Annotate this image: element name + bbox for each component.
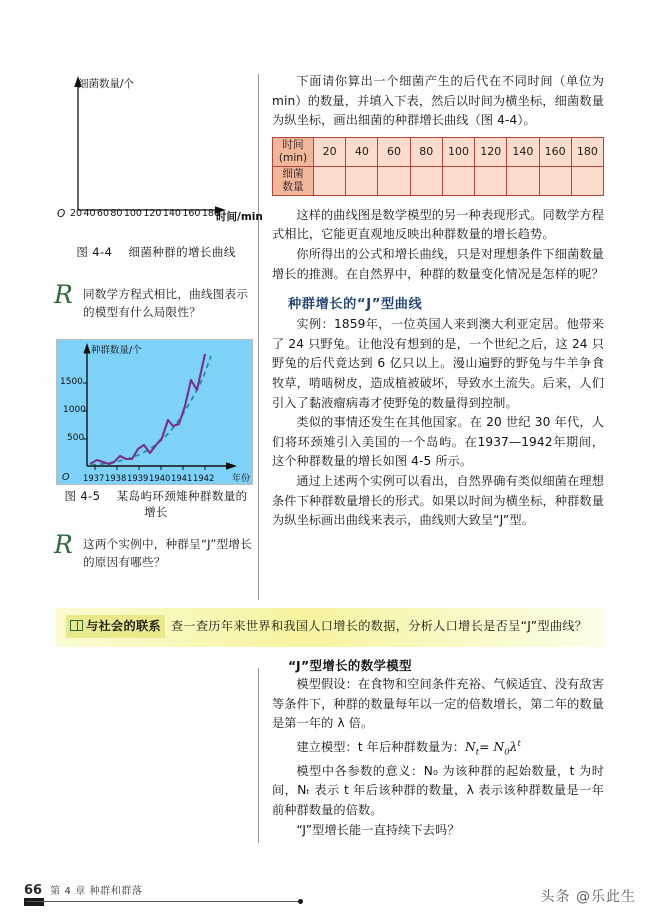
question-marker-icon: R	[54, 280, 74, 309]
footer-chapter-label: 第 4 章 种群和群落	[50, 886, 143, 897]
paragraph-2: 这样的曲线图是数学模型的另一种表现形式。同数学方程式相比，它能更直观地反映出种群数量的增长趋势。	[272, 207, 604, 242]
x-tick: 140	[162, 208, 181, 219]
question-block-2	[54, 530, 256, 571]
figure-4-4-caption-text: 细菌种群的增长曲线	[128, 245, 236, 259]
table-cell-time: 80	[410, 137, 442, 166]
x-tick: 40	[83, 208, 96, 219]
figure-4-4-caption-number: 图 4-4	[76, 245, 113, 259]
table-cell-count[interactable]	[378, 166, 410, 195]
footer-rule	[26, 901, 301, 902]
model-build	[272, 734, 604, 762]
figure-4-5-caption-line2: 增长	[144, 505, 168, 519]
table-cell-time: 180	[571, 137, 603, 166]
figure-4-5-y-tick: 1000	[63, 405, 86, 415]
watermark: 头条 @乐此生	[540, 889, 636, 905]
figure-4-4-x-label: 时间/min	[216, 211, 263, 223]
question-1-text: 同数学方程式相比，曲线图表示的模型有什么局限性？	[83, 287, 249, 319]
society-connection-box	[56, 608, 604, 647]
section-heading-j-curve: 种群增长的“J”型曲线	[288, 297, 423, 313]
figure-4-4-origin: O	[57, 208, 66, 220]
row-header-line-1: 细菌	[282, 167, 304, 180]
figure-4-5-caption-text: 某岛屿环颈雉种群数量的	[116, 489, 248, 503]
question-block-1	[54, 280, 256, 321]
figure-4-5-caption-number: 图 4-5	[64, 489, 101, 503]
table-cell-count[interactable]	[475, 166, 507, 195]
table-row-count	[273, 166, 604, 195]
footer-dot	[298, 899, 303, 904]
figure-4-5-wrap	[56, 339, 256, 520]
intro-paragraph: 下面请你算出一个细菌产生的后代在不同时间（单位为 min）的数量，并填入下表，然后以时间为横坐标，细菌数量为纵坐标，画出细菌的种群增长曲线（图 4-4）。	[272, 74, 604, 128]
figure-4-4-caption	[56, 244, 256, 260]
model-assumption: 模型假设：在食物和空间条件充裕、气候适宜、没有敌害等条件下，种群的数量每年以一定的倍数增长，第二年的数量是第一年的 λ 倍。	[272, 677, 604, 731]
figure-4-4-x-ticks	[70, 208, 220, 219]
footer-square	[24, 898, 44, 906]
x-tick: 100	[123, 208, 142, 219]
page-footer	[24, 882, 143, 898]
table-cell-count[interactable]	[442, 166, 474, 195]
figure-4-4	[56, 72, 263, 240]
figure-4-5-y-tick: 1500	[60, 377, 83, 387]
question-2-text: 这两个实例中，种群呈“J”型增长的原因有哪些？	[83, 537, 252, 569]
math-model-block	[272, 656, 604, 840]
question-marker-icon: R	[54, 530, 74, 559]
row-header-line-2: 数量	[282, 180, 304, 193]
column-divider	[258, 74, 259, 600]
figure-4-5-caption	[56, 488, 256, 504]
row-header-line-2: (min)	[278, 151, 308, 164]
formula-lambda: λ	[509, 739, 518, 754]
formula-sub-t: t	[475, 746, 480, 757]
formula-n0: N	[493, 739, 505, 754]
table-cell-time: 160	[539, 137, 571, 166]
figure-4-5-x-tick: 1940	[149, 473, 171, 483]
footer-page-number: 66	[24, 883, 43, 898]
formula-sub-0: 0	[504, 746, 510, 757]
society-text: 查一查历年来世界和我国人口增长的数据，分析人口增长是否呈“J”型曲线？	[170, 619, 588, 633]
paragraph-6: 通过上述两个实例可以看出，自然界确有类似细菌在理想条件下种群数量增长的形式。如果以时间为横坐标，种群数量为纵坐标画出曲线来表示，曲线则大致呈“J”型。	[272, 473, 604, 528]
figure-4-5-x-tick: 1939	[127, 473, 149, 483]
x-tick: 180	[201, 208, 220, 219]
x-tick: 120	[143, 208, 162, 219]
figure-4-5-x-tick: 1942	[193, 473, 215, 483]
column-divider-lower	[258, 668, 259, 843]
formula-equals: =	[479, 739, 490, 754]
model-question: “J”型增长能一直持续下去吗？	[296, 822, 460, 837]
bacteria-data-table	[272, 137, 604, 196]
x-tick: 60	[96, 208, 109, 219]
table-cell-time: 40	[346, 137, 378, 166]
formula-sup-t: t	[517, 737, 521, 748]
society-tag-label: 与社会的联系	[86, 619, 161, 633]
table-cell-count[interactable]	[410, 166, 442, 195]
table-cell-time: 20	[314, 137, 346, 166]
model-formula	[464, 737, 521, 757]
society-tag	[66, 615, 165, 638]
right-column	[272, 72, 604, 531]
figure-4-5-x-label: 年份	[231, 474, 250, 484]
model-build-label: 建立模型：t 年后种群数量为：	[296, 739, 465, 754]
table-cell-time: 60	[378, 137, 410, 166]
table-cell-time: 140	[507, 137, 539, 166]
table-cell-time: 120	[475, 137, 507, 166]
model-heading: “J”型增长的数学模型	[288, 658, 412, 673]
x-tick: 20	[70, 208, 83, 219]
formula-n: N	[464, 739, 476, 754]
paragraph-3: 你所得出的公式和增长曲线，只是对理想条件下细菌数量增长的推测。在自然界中，种群的数量变化情况是怎样的呢？	[272, 246, 604, 281]
figure-4-5	[56, 339, 253, 485]
paragraph-5: 类似的事情还发生在其他国家。在 20 世纪 30 年代，人们将环颈雉引入美国的一个岛屿。在1937—1942年期间，这个种群数量的增长如图 4-5 所示。	[272, 415, 604, 469]
table-cell-count[interactable]	[314, 166, 346, 195]
left-column	[54, 72, 263, 571]
table-cell-time: 100	[442, 137, 474, 166]
model-params: 模型中各参数的意义：N₀ 为该种群的起始数量，t 为时间，Nₜ 表示 t 年后该种群的数量，λ 表示该种群数量是一年前种群数量的倍数。	[272, 763, 604, 818]
figure-4-5-x-tick: 1938	[105, 473, 127, 483]
book-icon	[70, 620, 83, 631]
x-tick: 160	[182, 208, 201, 219]
x-tick: 80	[110, 208, 123, 219]
figure-4-5-x-tick: 1941	[171, 473, 193, 483]
row-header-line-1: 时间	[282, 138, 304, 151]
table-row-time	[273, 137, 604, 166]
figure-4-4-y-label: 细菌数量/个	[78, 78, 135, 90]
table-cell-count[interactable]	[571, 166, 603, 195]
figure-4-5-plot	[57, 340, 252, 484]
table-cell-count[interactable]	[539, 166, 571, 195]
table-row-header-count	[273, 166, 314, 195]
figure-4-5-origin: O	[62, 472, 70, 483]
paragraph-4: 实例：1859年，一位英国人来到澳大利亚定居。他带来了 24 只野兔。让他没有想到的是，一个世纪之后，这 24 只野兔的后代竟达到 6 亿只以上。漫山遍野的野兔与牛羊争食牧草，啃啮树皮，造成植被破坏，导致水土流失。后来，人们引入了黏液瘤病毒才使野兔的数量得到控制。	[272, 317, 604, 410]
table-cell-count[interactable]	[507, 166, 539, 195]
figure-4-4-axes	[56, 72, 256, 222]
figure-4-5-y-tick: 500	[67, 433, 85, 443]
figure-4-5-y-label: 种群数量/个	[91, 345, 142, 356]
table-cell-count[interactable]	[346, 166, 378, 195]
table-row-header-time	[273, 137, 314, 166]
figure-4-5-x-tick: 1937	[83, 473, 105, 483]
